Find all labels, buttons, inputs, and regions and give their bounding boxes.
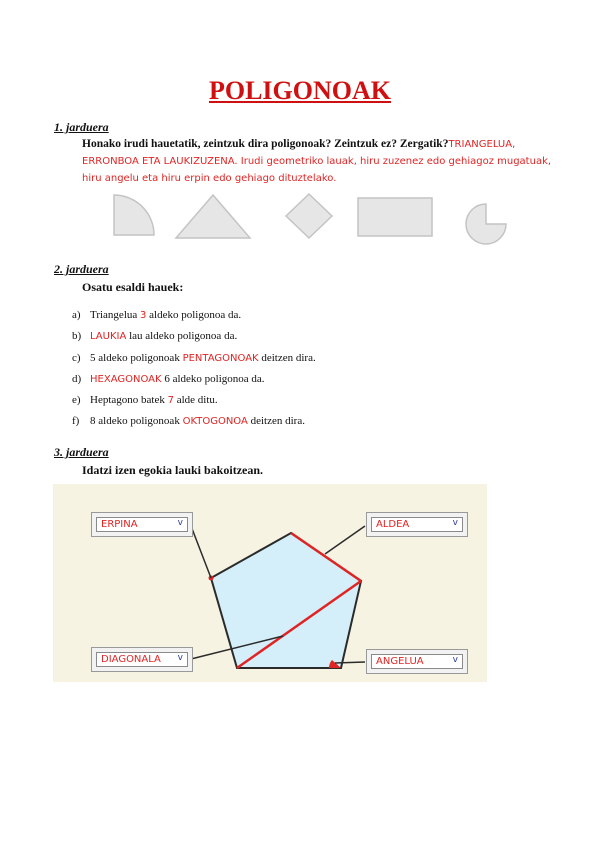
connector-erpina <box>191 526 211 578</box>
diagonala-select[interactable]: DIAGONALA v <box>96 652 188 667</box>
activity-2-heading: 2. jarduera <box>54 262 109 276</box>
chevron-down-icon: v <box>452 655 458 665</box>
pac-shape <box>466 204 506 244</box>
sentence-list <box>72 305 316 433</box>
angelua-select[interactable]: ANGELUA v <box>371 654 463 669</box>
list-item: e) Heptagono batek 7 alde ditu. <box>72 394 218 407</box>
connector-angelua <box>335 662 365 663</box>
quarter-circle-shape <box>114 195 154 235</box>
answer-blank[interactable]: LAUKIA <box>90 331 127 343</box>
activity-1-answer: TRIANGELUA, ERRONBOA ETA LAUKIZUZENA. Irudi geometriko lauak, hiru zuzenez edo gehiagoz mugatuak, hiru angelu eta hiru erpin edo gehiago dituztelako. <box>82 139 552 184</box>
answer-blank[interactable]: PENTAGONOAK <box>182 352 259 364</box>
list-item: c) 5 aldeko poligonoak PENTAGONOAK deitzen dira. <box>72 351 316 364</box>
activity-3-prompt: Idatzi izen egokia lauki bakoitzean. <box>82 463 264 477</box>
page-title: POLIGONOAK <box>208 76 391 105</box>
answer-blank[interactable]: 3 <box>140 310 147 321</box>
activity-1-prompt: Honako irudi hauetatik, zeintzuk dira poligonoak? Zeintzuk ez? Zergatik? <box>82 138 449 150</box>
pentagon-diagram <box>53 484 487 682</box>
list-item: f) 8 aldeko poligonoak OKTOGONOA deitzen dira. <box>72 415 305 428</box>
answer-blank[interactable]: HEXAGONOAK <box>90 373 162 385</box>
list-item: b) LAUKIA lau aldeko poligonoa da. <box>72 330 238 343</box>
answer-blank[interactable]: OKTOGONOA <box>182 416 248 428</box>
shapes-row <box>100 190 520 250</box>
list-item: a) Triangelua 3 aldeko poligonoa da. <box>72 309 242 321</box>
connector-aldea <box>325 526 365 554</box>
aldea-select[interactable]: ALDEA v <box>371 517 463 532</box>
chevron-down-icon: v <box>177 518 183 528</box>
rectangle-shape <box>358 198 432 236</box>
rhombus-shape <box>286 194 332 238</box>
activity-3-heading: 3. jarduera <box>54 445 109 459</box>
answer-blank[interactable]: 7 <box>167 395 174 407</box>
chevron-down-icon: v <box>452 518 458 528</box>
activity-1-question <box>82 136 552 187</box>
list-item: d) HEXAGONOAK 6 aldeko poligonoa da. <box>72 372 265 385</box>
triangle-shape <box>176 195 250 238</box>
activity-2-prompt: Osatu esaldi hauek: <box>82 280 184 294</box>
activity-1-heading: 1. jarduera <box>54 120 109 134</box>
erpina-select[interactable]: ERPINA v <box>96 517 188 532</box>
chevron-down-icon: v <box>177 653 183 663</box>
